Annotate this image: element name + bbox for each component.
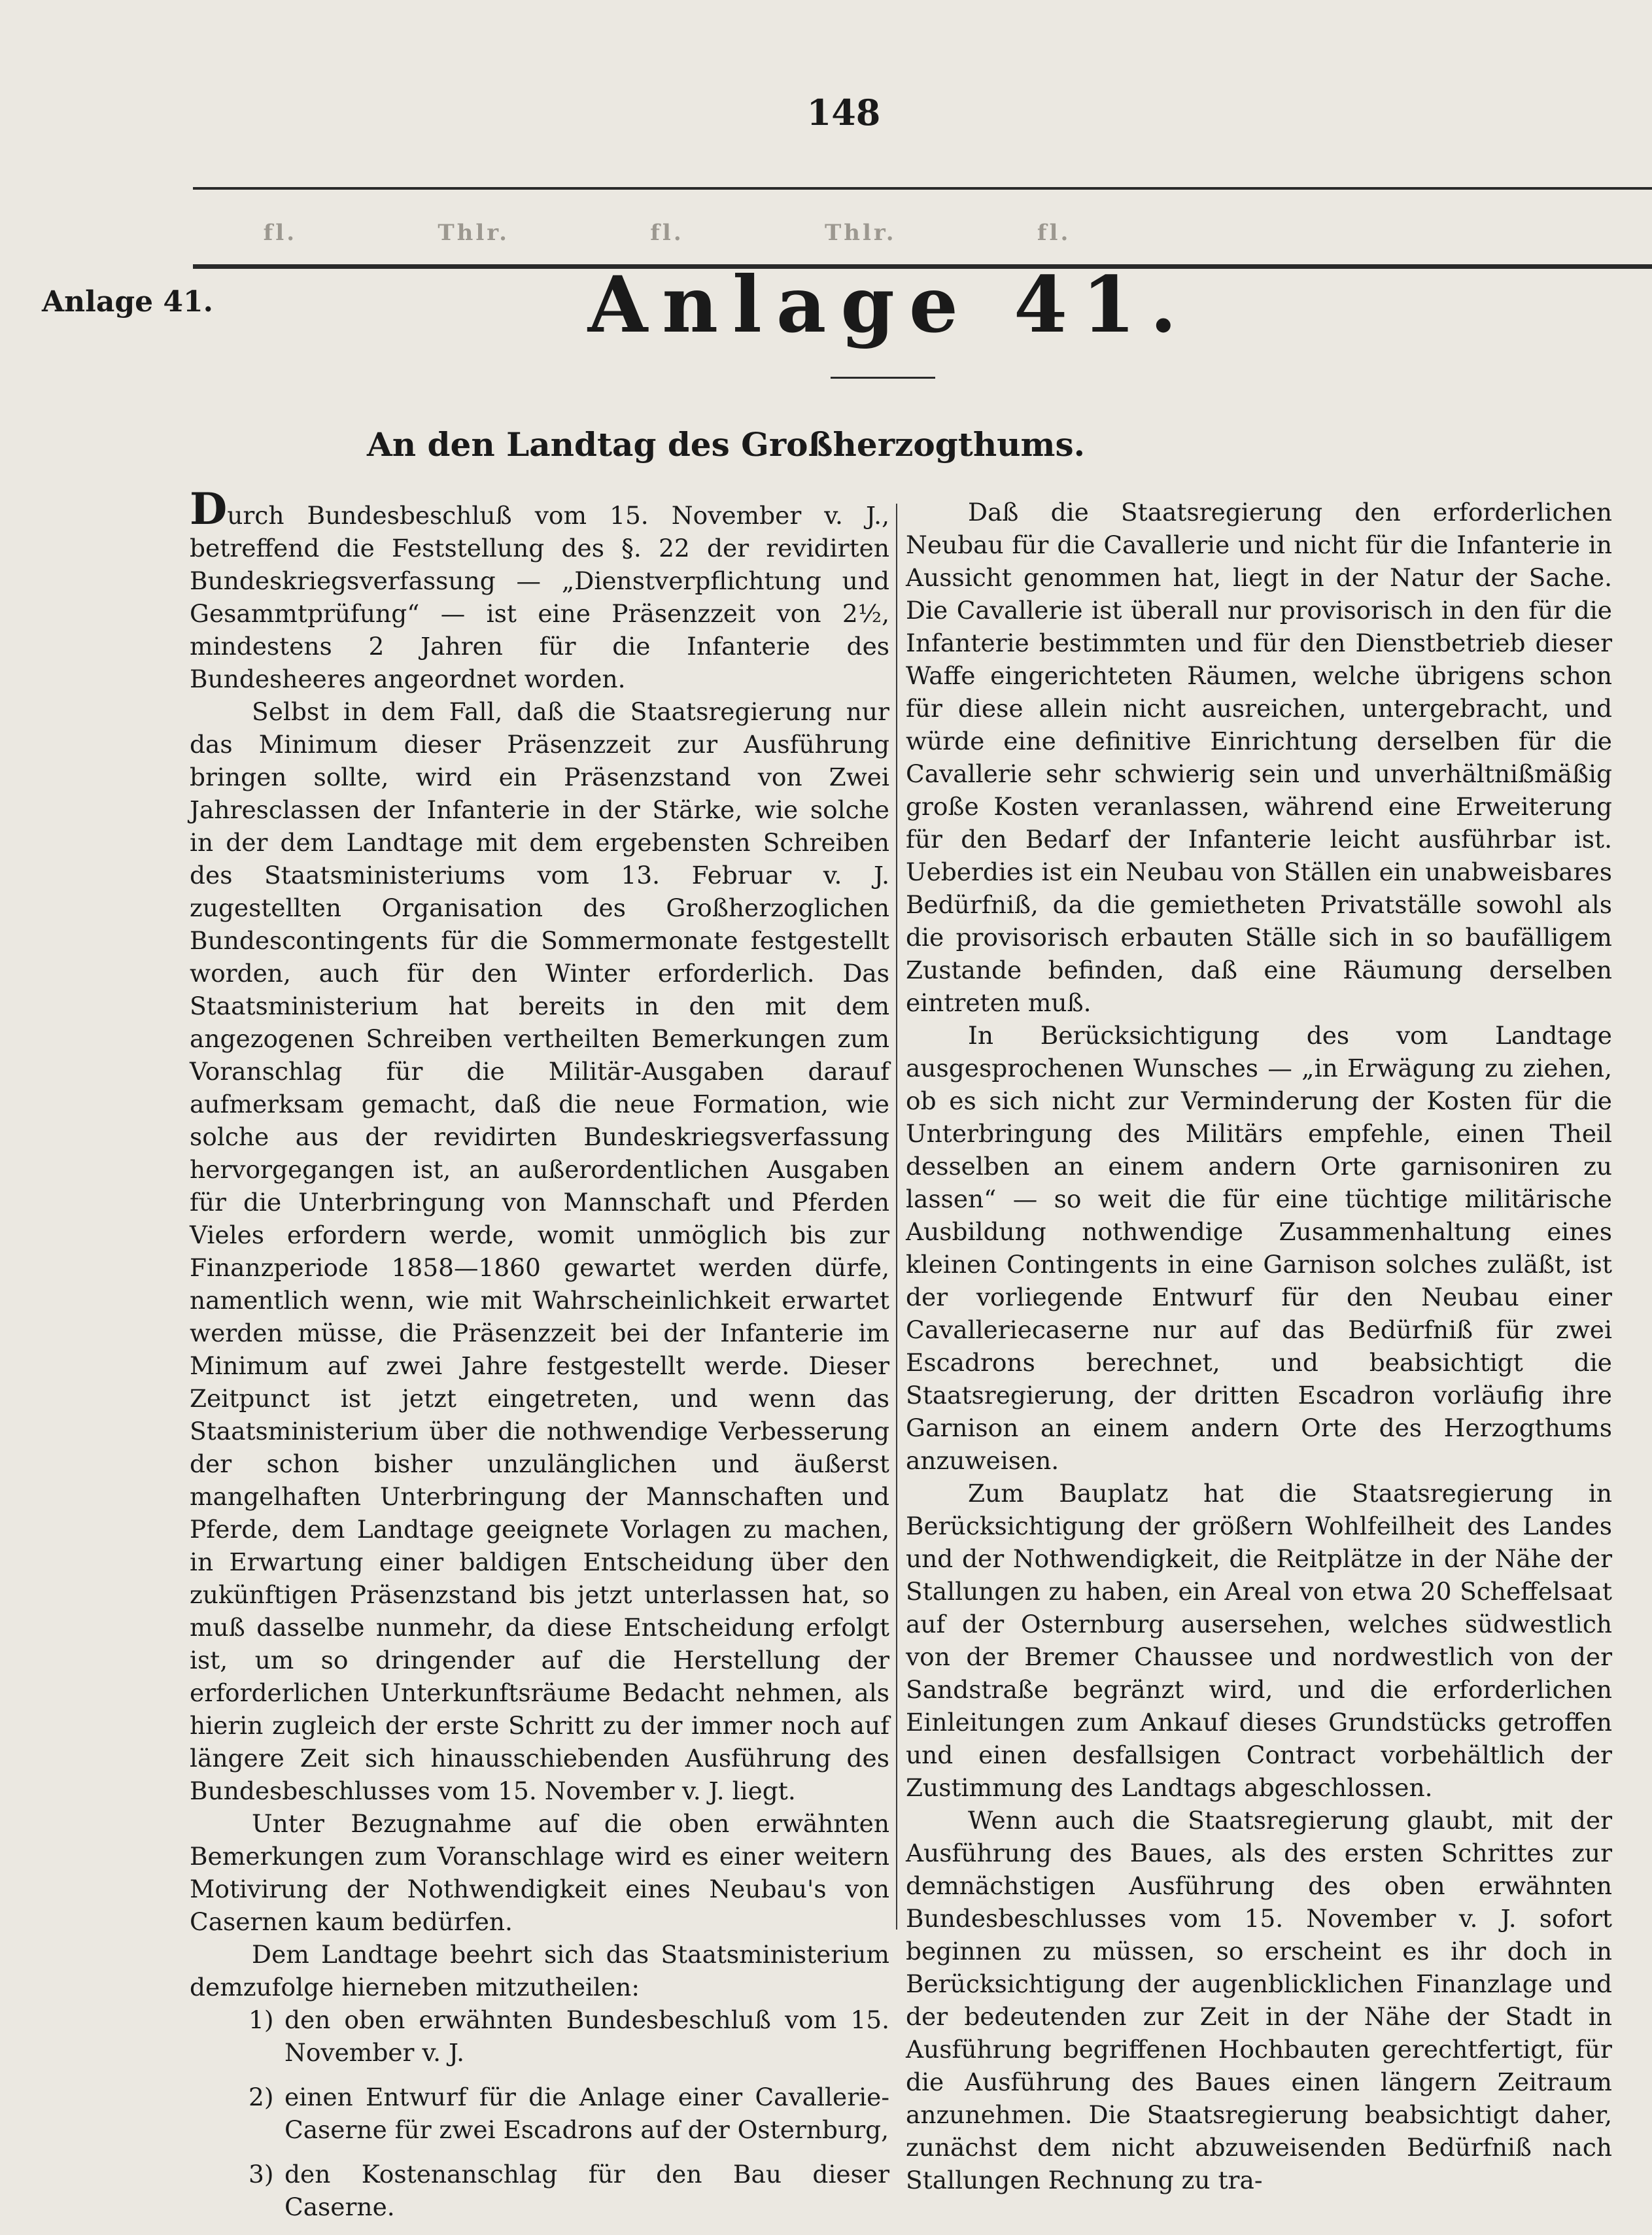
paragraph: Dem Landtage beehrt sich das Staatsministerium demzufolge hierneben mitzutheilen: (190, 1940, 889, 2001)
list-text: den Kostenanschlag für den Bau dieser Caserne. (284, 2160, 889, 2221)
list-item: 3) den Kostenanschlag für den Bau dieser Caserne. (190, 2158, 889, 2223)
enclosure-list (190, 2003, 889, 2223)
ghost-header-cell: fl. (650, 220, 684, 246)
ghost-header-cell: Thlr. (438, 220, 509, 246)
column-divider (896, 504, 897, 1930)
ghost-header-cell: fl. (263, 220, 298, 246)
paragraph (190, 483, 889, 695)
left-column (190, 483, 889, 2235)
right-column (906, 496, 1612, 2196)
paragraph-text: urch Bundesbeschluß vom 15. November v. J., betreffend die Feststellung des §. 22 der revidirten Bundeskriegsverfassung — „Dienstverpflichtung und Gesammtprüfung“ — ist eine Präsenzzeit von 2½, mindestens 2 Jahren für die Infanterie des Bundesheeres angeordnet worden. (190, 501, 889, 693)
paragraph: Zum Bauplatz hat die Staatsregierung in Berücksichtigung der größern Wohlfeilheit des Landes und der Nothwendigkeit, die Reitplätze in der Nähe der Stallungen zu haben, ein Areal von etwa 20 Scheffelsaat auf der Osternburg ausersehen, welches südwestlich von der Bremer Chaussee und nordwestlich von der Sandstraße begränzt wird, und die erforderlichen Einleitungen zum Ankauf dieses Grundstücks getroffen und einen desfallsigen Contract vorbehältlich der Zustimmung des Landtags abgeschlossen. (906, 1479, 1612, 1802)
page-number: 148 (806, 92, 881, 133)
title-underline (831, 377, 935, 379)
paragraph: Daß die Staatsregierung den erforderlichen Neubau für die Cavallerie und nicht für die Infanterie in Aussicht genommen hat, liegt in der Natur der Sache. Die Cavallerie ist überall nur provisorisch in den für die Infanterie bestimmten und für den Dienstbetrieb dieser Waffe eingerichteten Räumen, welche übrigens schon für diese allein nicht ausreichen, untergebracht, und würde eine definitive Einrichtung derselben für die Cavallerie sehr schwierig sein und unverhältnißmäßig große Kosten veranlassen, während eine Erweiterung für den Bedarf der Infanterie leicht ausführbar ist. Ueberdies ist ein Neubau von Ställen ein unabweisbares Bedürfniß, da die gemietheten Privatställe sowohl als die provisorisch erbauten Ställe sich in so baufälligem Zustande befinden, daß eine Räumung derselben eintreten muß. (906, 498, 1612, 1017)
paragraph: Wenn auch die Staatsregierung glaubt, mit der Ausführung des Baues, als des ersten Schrittes zur demnächstigen Ausführung des oben erwähnten Bundesbeschlusses vom 15. November v. J. sofort beginnen zu müssen, so erscheint es ihr doch in Berücksichtigung der augenblicklichen Finanzlage und der bedeutenden zur Zeit in der Nähe der Stadt in Ausführung begriffenen Hochbauten gerechtfertigt, für die Ausführung des Baues einen längern Zeitraum anzunehmen. Die Staatsregierung beabsichtigt daher, zunächst dem nicht abzuweisenden Bedürfniß nach Stallungen Rechnung zu tra- (906, 1806, 1612, 2194)
list-text: den oben erwähnten Bundesbeschluß vom 15. November v. J. (284, 2005, 889, 2067)
top-rule (193, 187, 1652, 190)
ghost-header-cell: fl. (1037, 220, 1071, 246)
list-text: einen Entwurf für die Anlage einer Cavallerie-Caserne für zwei Escadrons auf der Osternburg, (284, 2083, 889, 2144)
bleed-through-header (193, 213, 1141, 252)
paragraph: Selbst in dem Fall, daß die Staatsregierung nur das Minimum dieser Präsenzzeit zur Ausführung bringen sollte, wird ein Präsenzstand von Zwei Jahresclassen der Infanterie in der Stärke, wie solche in der dem Landtage mit dem ergebensten Schreiben des Staatsministeriums vom 13. Februar v. J. zugestellten Organisation des Großherzoglichen Bundescontingents für die Sommermonate festgestellt worden, auch für den Winter erforderlich. Das Staatsministerium hat bereits in den mit dem angezogenen Schreiben vertheilten Bemerkungen zum Voranschlag für die Militär-Ausgaben darauf aufmerksam gemacht, daß die neue Formation, wie solche aus der revidirten Bundeskriegsverfassung hervorgegangen ist, an außerordentlichen Ausgaben für die Unterbringung von Mannschaft und Pferden Vieles erfordern werde, womit unmöglich bis zur Finanzperiode 1858—1860 gewartet werden dürfe, namentlich wenn, wie mit Wahrscheinlichkeit erwartet werden müsse, die Präsenzzeit bei der Infanterie im Minimum auf zwei Jahre festgestellt werde. Dieser Zeitpunct ist jetzt eingetreten, und wenn das Staatsministerium über die nothwendige Verbesserung der schon bisher unzulänglichen und äußerst mangelhaften Unterbringung der Mannschaften und Pferde, dem Landtage geeignete Vorlagen zu machen, in Erwartung einer baldigen Entscheidung über den zukünftigen Präsenzstand bis jetzt unterlassen hat, so muß dasselbe nunmehr, da diese Entscheidung erfolgt ist, um so dringender auf die Herstellung der erforderlichen Unterkunftsräume Bedacht nehmen, als hierin zugleich der erste Schritt zu der immer noch auf längere Zeit sich hinausschiebenden Ausführung des Bundesbeschlusses vom 15. November v. J. liegt. (190, 697, 889, 1805)
drop-cap: D (190, 483, 228, 534)
page-subtitle: An den Landtag des Großherzogthums. (367, 425, 1085, 464)
paragraph: In Berücksichtigung des vom Landtage ausgesprochenen Wunsches — „in Erwägung zu ziehen, ob es sich nicht zur Verminderung der Kosten für die Unterbringung des Militärs empfehle, einen Theil desselben an einem andern Orte garnisoniren zu lassen“ — so weit die für eine tüchtige militärische Ausbildung nothwendige Zusammenhaltung eines kleinen Contingents in eine Garnison solches zuläßt, ist der vorliegende Entwurf für den Neubau einer Cavalleriecaserne nur auf das Bedürfniß für zwei Escadrons berechnet, und beabsichtigt die Staatsregierung, der dritten Escadron vorläufig ihre Garnison an einem andern Orte des Herzogthums anzuweisen. (906, 1021, 1612, 1475)
page-title: Anlage 41. (587, 259, 1192, 350)
list-item: 1) den oben erwähnten Bundesbeschluß vom 15. November v. J. (190, 2003, 889, 2069)
margin-label: Anlage 41. (42, 285, 213, 319)
ghost-header-cell: Thlr. (825, 220, 897, 246)
paragraph: Unter Bezugnahme auf die oben erwähnten Bemerkungen zum Voranschlage wird es einer weitern Motivirung der Nothwendigkeit eines Neubau's von Casernen kaum bedürfen. (190, 1809, 889, 1936)
list-item: 2) einen Entwurf für die Anlage einer Cavallerie-Caserne für zwei Escadrons auf der Osternburg, (190, 2081, 889, 2146)
